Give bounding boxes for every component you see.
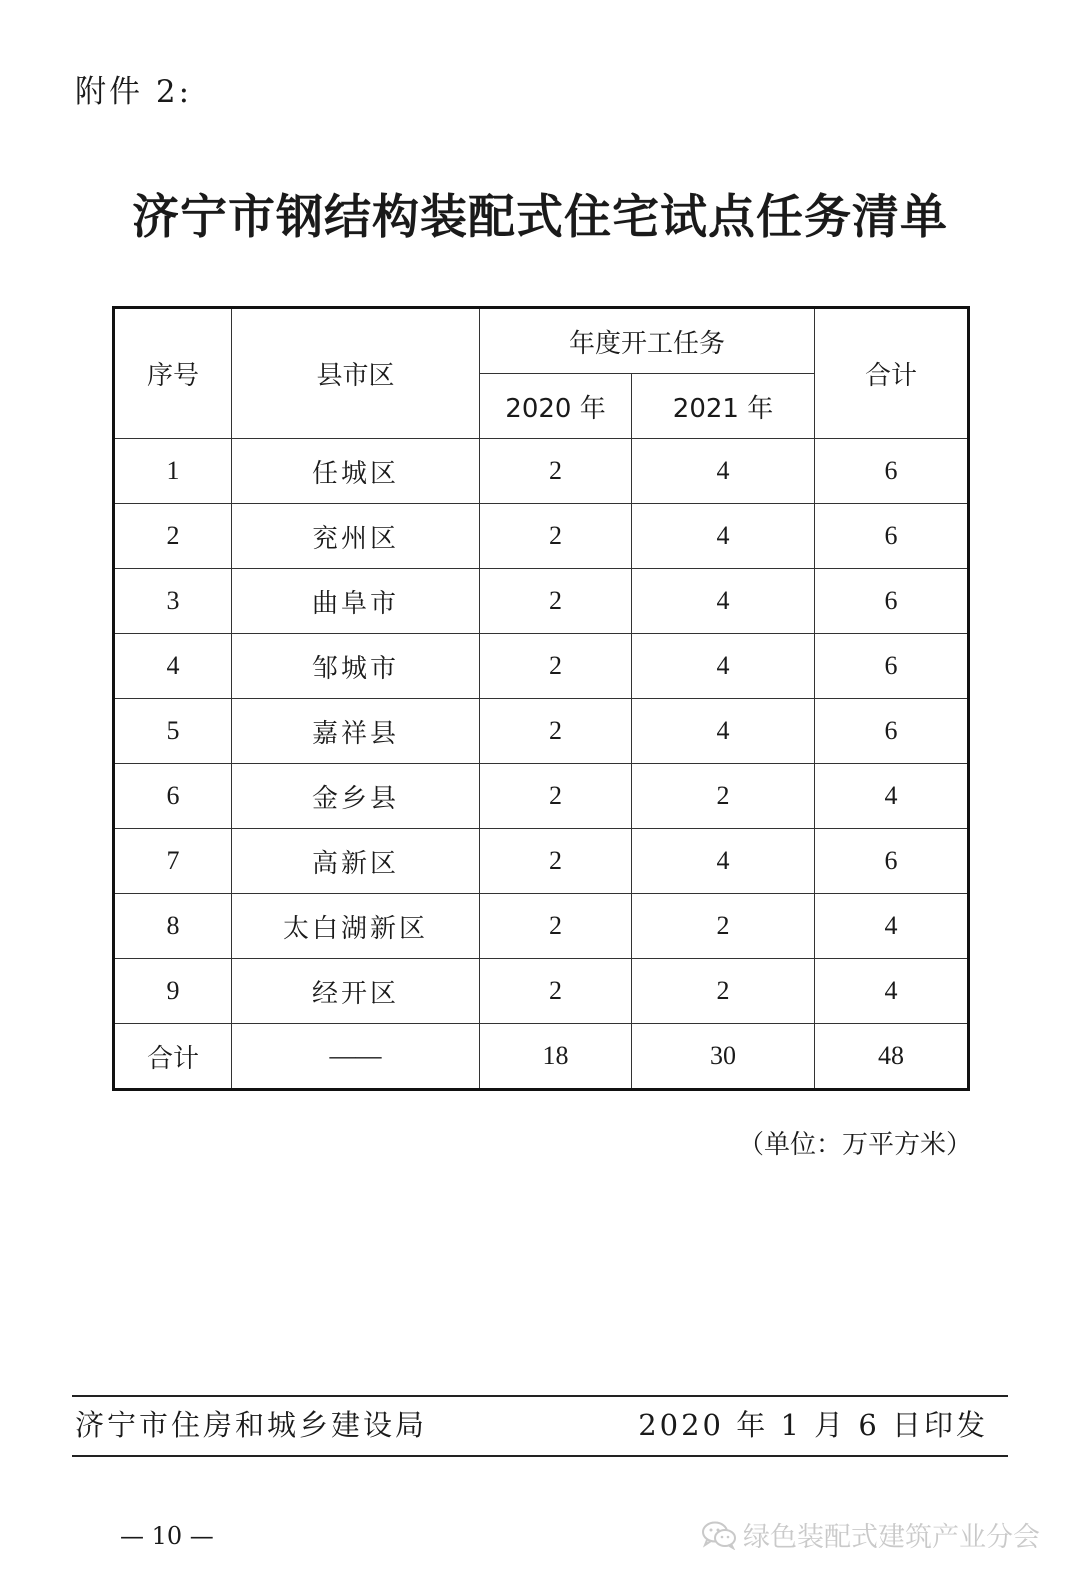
total-district-dash: —— bbox=[232, 1024, 480, 1090]
header-year-2021: 2021 年 bbox=[632, 374, 815, 439]
cell-total: 6 bbox=[815, 829, 969, 894]
cell-2021: 4 bbox=[632, 504, 815, 569]
cell-seq: 3 bbox=[114, 569, 232, 634]
cell-2020: 2 bbox=[480, 829, 632, 894]
cell-2021: 2 bbox=[632, 959, 815, 1024]
cell-total: 4 bbox=[815, 764, 969, 829]
cell-seq: 6 bbox=[114, 764, 232, 829]
cell-2020: 2 bbox=[480, 699, 632, 764]
cell-2021: 4 bbox=[632, 699, 815, 764]
table-row bbox=[114, 634, 969, 699]
total-sum: 48 bbox=[815, 1024, 969, 1090]
footer-top-rule bbox=[72, 1395, 1008, 1397]
footer-bottom-rule bbox=[72, 1455, 1008, 1457]
cell-2021: 4 bbox=[632, 829, 815, 894]
table-row bbox=[114, 569, 969, 634]
cell-2021: 2 bbox=[632, 894, 815, 959]
issue-date: 2020 年 1 月 6 日印发 bbox=[638, 1408, 988, 1442]
cell-total: 6 bbox=[815, 439, 969, 504]
cell-seq: 8 bbox=[114, 894, 232, 959]
cell-total: 6 bbox=[815, 699, 969, 764]
cell-district: 经开区 bbox=[232, 959, 480, 1024]
watermark-text: 绿色装配式建筑产业分会 bbox=[743, 1522, 1040, 1553]
page-number: — 10 — bbox=[120, 1522, 214, 1550]
cell-district: 嘉祥县 bbox=[232, 699, 480, 764]
cell-total: 6 bbox=[815, 634, 969, 699]
cell-district: 曲阜市 bbox=[232, 569, 480, 634]
header-district: 县市区 bbox=[232, 308, 480, 439]
header-total: 合计 bbox=[815, 308, 969, 439]
table-row bbox=[114, 894, 969, 959]
table-row bbox=[114, 439, 969, 504]
cell-total: 4 bbox=[815, 894, 969, 959]
table-row bbox=[114, 829, 969, 894]
cell-district: 金乡县 bbox=[232, 764, 480, 829]
cell-total: 6 bbox=[815, 569, 969, 634]
cell-seq: 7 bbox=[114, 829, 232, 894]
total-label: 合计 bbox=[114, 1024, 232, 1090]
watermark bbox=[701, 1515, 1040, 1554]
cell-total: 6 bbox=[815, 504, 969, 569]
cell-district: 高新区 bbox=[232, 829, 480, 894]
cell-district: 兖州区 bbox=[232, 504, 480, 569]
cell-2020: 2 bbox=[480, 439, 632, 504]
total-2020: 18 bbox=[480, 1024, 632, 1090]
cell-2020: 2 bbox=[480, 634, 632, 699]
cell-2020: 2 bbox=[480, 894, 632, 959]
header-year-2020: 2020 年 bbox=[480, 374, 632, 439]
header-annual-task: 年度开工任务 bbox=[480, 308, 815, 374]
cell-district: 邹城市 bbox=[232, 634, 480, 699]
table-row bbox=[114, 764, 969, 829]
cell-total: 4 bbox=[815, 959, 969, 1024]
total-2021: 30 bbox=[632, 1024, 815, 1090]
unit-note: （单位：万平方米） bbox=[737, 1130, 972, 1160]
total-row bbox=[114, 1024, 969, 1090]
cell-2020: 2 bbox=[480, 504, 632, 569]
table-row bbox=[114, 504, 969, 569]
table-row bbox=[114, 699, 969, 764]
header-seq: 序号 bbox=[114, 308, 232, 439]
cell-seq: 2 bbox=[114, 504, 232, 569]
task-table bbox=[112, 306, 970, 1091]
cell-district: 任城区 bbox=[232, 439, 480, 504]
attachment-label: 附件 2: bbox=[75, 74, 193, 110]
cell-district: 太白湖新区 bbox=[232, 894, 480, 959]
issuer: 济宁市住房和城乡建设局 bbox=[75, 1408, 428, 1442]
document-title: 济宁市钢结构装配式住宅试点任务清单 bbox=[132, 190, 948, 245]
cell-2020: 2 bbox=[480, 764, 632, 829]
table-row bbox=[114, 959, 969, 1024]
cell-seq: 1 bbox=[114, 439, 232, 504]
cell-2021: 4 bbox=[632, 569, 815, 634]
cell-2021: 4 bbox=[632, 634, 815, 699]
wechat-icon bbox=[701, 1520, 737, 1550]
cell-2020: 2 bbox=[480, 959, 632, 1024]
cell-seq: 5 bbox=[114, 699, 232, 764]
cell-seq: 9 bbox=[114, 959, 232, 1024]
cell-2021: 2 bbox=[632, 764, 815, 829]
cell-2020: 2 bbox=[480, 569, 632, 634]
cell-seq: 4 bbox=[114, 634, 232, 699]
cell-2021: 4 bbox=[632, 439, 815, 504]
